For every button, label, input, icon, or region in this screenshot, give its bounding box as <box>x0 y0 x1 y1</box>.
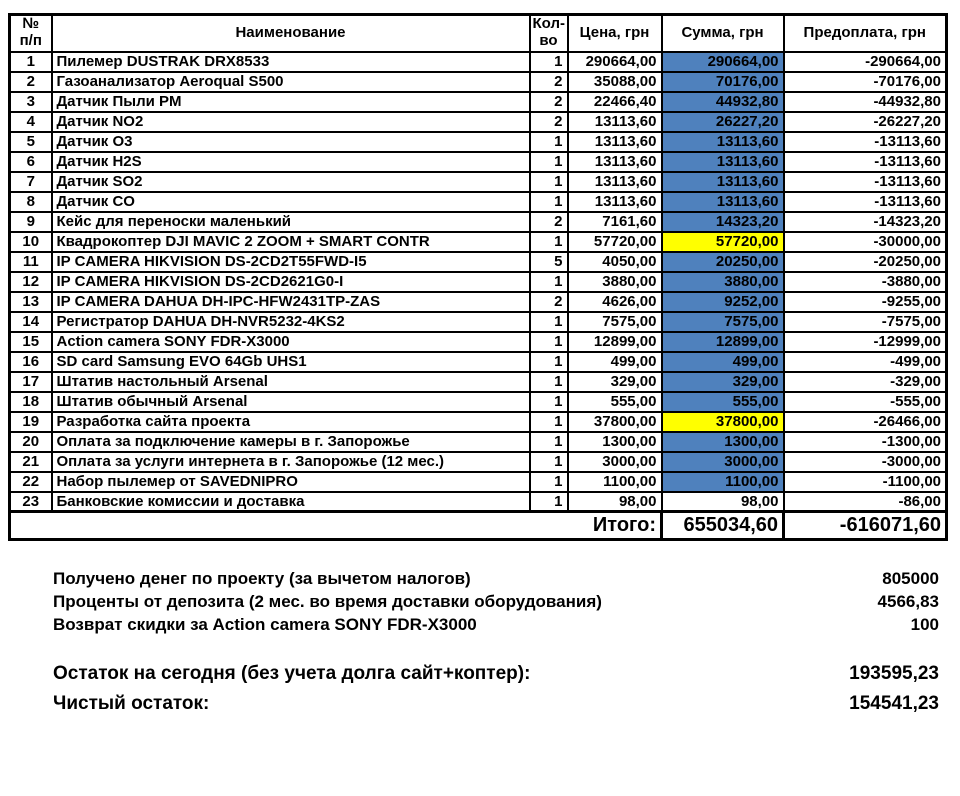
summary-balance-today <box>53 659 939 689</box>
item-qty: 1 <box>530 192 568 212</box>
item-name: Кейс для переноски маленький <box>52 212 530 232</box>
item-price: 290664,00 <box>568 52 662 72</box>
item-name: Разработка сайта проекта <box>52 412 530 432</box>
item-price: 4050,00 <box>568 252 662 272</box>
item-name: Банковские комиссии и доставка <box>52 492 530 512</box>
summary-line-deposit-interest <box>53 590 939 613</box>
item-sum: 13113,60 <box>662 192 784 212</box>
table-row <box>10 92 947 112</box>
header-num-line2: п/п <box>19 32 42 50</box>
table-row <box>10 132 947 152</box>
item-prepay: -30000,00 <box>784 232 947 252</box>
header-price: Цена, грн <box>568 15 662 52</box>
table-row <box>10 452 947 472</box>
table-header <box>10 15 947 52</box>
item-price: 7575,00 <box>568 312 662 332</box>
item-price: 22466,40 <box>568 92 662 112</box>
row-number: 10 <box>10 232 52 252</box>
table-row <box>10 312 947 332</box>
item-name: Штатив настольный Arsenal <box>52 372 530 392</box>
table-row <box>10 332 947 352</box>
summary-value: 805000 <box>882 569 939 588</box>
table-row <box>10 472 947 492</box>
item-name: SD card Samsung EVO 64Gb UHS1 <box>52 352 530 372</box>
item-sum: 37800,00 <box>662 412 784 432</box>
item-prepay: -44932,80 <box>784 92 947 112</box>
item-name: IP CAMERA HIKVISION DS-2CD2621G0-I <box>52 272 530 292</box>
item-qty: 2 <box>530 72 568 92</box>
item-price: 555,00 <box>568 392 662 412</box>
header-sum: Сумма, грн <box>662 15 784 52</box>
summary-label: Получено денег по проекту (за вычетом налогов) <box>53 569 471 588</box>
item-qty: 2 <box>530 212 568 232</box>
item-price: 13113,60 <box>568 172 662 192</box>
item-price: 35088,00 <box>568 72 662 92</box>
item-sum: 9252,00 <box>662 292 784 312</box>
item-price: 13113,60 <box>568 112 662 132</box>
summary-value: 4566,83 <box>877 592 939 611</box>
item-name: Квадрокоптер DJI MAVIC 2 ZOOM + SMART CONTR <box>52 232 530 252</box>
header-name: Наименование <box>52 15 530 52</box>
item-prepay: -13113,60 <box>784 172 947 192</box>
item-qty: 1 <box>530 172 568 192</box>
header-num <box>10 15 52 52</box>
item-price: 37800,00 <box>568 412 662 432</box>
item-sum: 14323,20 <box>662 212 784 232</box>
row-number: 17 <box>10 372 52 392</box>
item-name: Датчик H2S <box>52 152 530 172</box>
table-body <box>10 52 947 512</box>
row-number: 21 <box>10 452 52 472</box>
row-number: 6 <box>10 152 52 172</box>
item-prepay: -14323,20 <box>784 212 947 232</box>
item-sum: 7575,00 <box>662 312 784 332</box>
item-prepay: -12999,00 <box>784 332 947 352</box>
table-row <box>10 252 947 272</box>
item-name: Регистратор DAHUA DH-NVR5232-4KS2 <box>52 312 530 332</box>
header-qty-line1: Кол- <box>532 15 565 33</box>
item-prepay: -26466,00 <box>784 412 947 432</box>
item-sum: 1300,00 <box>662 432 784 452</box>
item-prepay: -290664,00 <box>784 52 947 72</box>
table-row <box>10 392 947 412</box>
item-price: 13113,60 <box>568 152 662 172</box>
table-row <box>10 292 947 312</box>
table-footer <box>10 512 947 540</box>
row-number: 11 <box>10 252 52 272</box>
row-number: 8 <box>10 192 52 212</box>
item-sum: 13113,60 <box>662 132 784 152</box>
table-row <box>10 152 947 172</box>
row-number: 3 <box>10 92 52 112</box>
row-number: 23 <box>10 492 52 512</box>
item-qty: 1 <box>530 392 568 412</box>
total-prepay: -616071,60 <box>784 512 947 540</box>
row-number: 2 <box>10 72 52 92</box>
item-sum: 1100,00 <box>662 472 784 492</box>
item-sum: 3000,00 <box>662 452 784 472</box>
table-row <box>10 212 947 232</box>
item-sum: 70176,00 <box>662 72 784 92</box>
item-price: 3000,00 <box>568 452 662 472</box>
item-name: Оплата за подключение камеры в г. Запорожье <box>52 432 530 452</box>
item-price: 7161,60 <box>568 212 662 232</box>
summary-value: 193595,23 <box>849 663 939 684</box>
summary-value: 154541,23 <box>849 693 939 714</box>
item-qty: 5 <box>530 252 568 272</box>
row-number: 5 <box>10 132 52 152</box>
header-qty-line2: во <box>539 32 558 50</box>
table-row <box>10 352 947 372</box>
item-sum: 26227,20 <box>662 112 784 132</box>
item-prepay: -86,00 <box>784 492 947 512</box>
item-prepay: -555,00 <box>784 392 947 412</box>
header-num-line1: № <box>22 15 40 33</box>
table-row <box>10 412 947 432</box>
item-sum: 13113,60 <box>662 152 784 172</box>
summary-label: Остаток на сегодня (без учета долга сайт+коптер): <box>53 663 531 684</box>
item-qty: 1 <box>530 452 568 472</box>
row-number: 18 <box>10 392 52 412</box>
summary-label: Чистый остаток: <box>53 693 210 714</box>
item-prepay: -13113,60 <box>784 132 947 152</box>
item-qty: 1 <box>530 152 568 172</box>
table-row <box>10 372 947 392</box>
item-qty: 1 <box>530 312 568 332</box>
table-row <box>10 272 947 292</box>
item-sum: 44932,80 <box>662 92 784 112</box>
item-qty: 1 <box>530 52 568 72</box>
item-sum: 499,00 <box>662 352 784 372</box>
item-qty: 2 <box>530 112 568 132</box>
item-sum: 13113,60 <box>662 172 784 192</box>
item-prepay: -1300,00 <box>784 432 947 452</box>
item-price: 3880,00 <box>568 272 662 292</box>
table-row <box>10 112 947 132</box>
table-row <box>10 432 947 452</box>
item-sum: 3880,00 <box>662 272 784 292</box>
item-sum: 290664,00 <box>662 52 784 72</box>
item-name: IP CAMERA DAHUA DH-IPC-HFW2431TP-ZAS <box>52 292 530 312</box>
item-qty: 1 <box>530 472 568 492</box>
item-prepay: -70176,00 <box>784 72 947 92</box>
item-prepay: -9255,00 <box>784 292 947 312</box>
item-sum: 555,00 <box>662 392 784 412</box>
item-name: Пилемер DUSTRAK DRX8533 <box>52 52 530 72</box>
item-qty: 1 <box>530 132 568 152</box>
item-prepay: -1100,00 <box>784 472 947 492</box>
row-number: 12 <box>10 272 52 292</box>
row-number: 14 <box>10 312 52 332</box>
item-price: 13113,60 <box>568 132 662 152</box>
item-name: Action camera SONY FDR-X3000 <box>52 332 530 352</box>
summary-line-received <box>53 567 939 590</box>
item-name: Набор пылемер от SAVEDNIPRO <box>52 472 530 492</box>
item-qty: 1 <box>530 352 568 372</box>
item-price: 1300,00 <box>568 432 662 452</box>
item-price: 1100,00 <box>568 472 662 492</box>
item-qty: 1 <box>530 412 568 432</box>
summary-totals <box>53 659 939 719</box>
item-qty: 2 <box>530 292 568 312</box>
item-prepay: -20250,00 <box>784 252 947 272</box>
item-prepay: -26227,20 <box>784 112 947 132</box>
item-qty: 1 <box>530 372 568 392</box>
header-qty <box>530 15 568 52</box>
header-prepay: Предоплата, грн <box>784 15 947 52</box>
item-name: Датчик SO2 <box>52 172 530 192</box>
row-number: 7 <box>10 172 52 192</box>
table-row <box>10 52 947 72</box>
item-name: Газоанализатор Aeroqual S500 <box>52 72 530 92</box>
row-number: 9 <box>10 212 52 232</box>
row-number: 4 <box>10 112 52 132</box>
row-number: 15 <box>10 332 52 352</box>
summary-value: 100 <box>910 615 939 634</box>
item-sum: 98,00 <box>662 492 784 512</box>
item-prepay: -329,00 <box>784 372 947 392</box>
item-sum: 20250,00 <box>662 252 784 272</box>
summary-line-discount-refund <box>53 613 939 636</box>
item-sum: 329,00 <box>662 372 784 392</box>
row-number: 1 <box>10 52 52 72</box>
summary-section <box>53 567 939 719</box>
item-price: 12899,00 <box>568 332 662 352</box>
item-prepay: -13113,60 <box>784 152 947 172</box>
item-qty: 1 <box>530 432 568 452</box>
item-qty: 1 <box>530 492 568 512</box>
row-number: 20 <box>10 432 52 452</box>
table-row <box>10 192 947 212</box>
item-price: 329,00 <box>568 372 662 392</box>
item-name: IP CAMERA HIKVISION DS-2CD2T55FWD-I5 <box>52 252 530 272</box>
table-row <box>10 72 947 92</box>
item-qty: 1 <box>530 332 568 352</box>
item-prepay: -7575,00 <box>784 312 947 332</box>
item-prepay: -3880,00 <box>784 272 947 292</box>
item-price: 13113,60 <box>568 192 662 212</box>
item-name: Датчик O3 <box>52 132 530 152</box>
summary-label: Возврат скидки за Action camera SONY FDR-X3000 <box>53 615 477 634</box>
total-sum: 655034,60 <box>662 512 784 540</box>
item-price: 499,00 <box>568 352 662 372</box>
item-name: Датчик Пыли PM <box>52 92 530 112</box>
summary-label: Проценты от депозита (2 мес. во время доставки оборудования) <box>53 592 602 611</box>
item-prepay: -3000,00 <box>784 452 947 472</box>
item-name: Оплата за услуги интернета в г. Запорожье (12 мес.) <box>52 452 530 472</box>
item-prepay: -13113,60 <box>784 192 947 212</box>
item-name: Датчик CO <box>52 192 530 212</box>
item-sum: 12899,00 <box>662 332 784 352</box>
total-row <box>10 512 947 540</box>
item-prepay: -499,00 <box>784 352 947 372</box>
row-number: 13 <box>10 292 52 312</box>
row-number: 22 <box>10 472 52 492</box>
invoice-table <box>8 13 948 541</box>
item-qty: 2 <box>530 92 568 112</box>
table-row <box>10 172 947 192</box>
table-row <box>10 492 947 512</box>
row-number: 16 <box>10 352 52 372</box>
item-sum: 57720,00 <box>662 232 784 252</box>
table-row <box>10 232 947 252</box>
total-label: Итого: <box>10 512 662 540</box>
item-price: 4626,00 <box>568 292 662 312</box>
item-name: Штатив обычный Arsenal <box>52 392 530 412</box>
item-price: 98,00 <box>568 492 662 512</box>
item-price: 57720,00 <box>568 232 662 252</box>
row-number: 19 <box>10 412 52 432</box>
summary-net-balance <box>53 689 939 719</box>
item-name: Датчик NO2 <box>52 112 530 132</box>
item-qty: 1 <box>530 272 568 292</box>
item-qty: 1 <box>530 232 568 252</box>
